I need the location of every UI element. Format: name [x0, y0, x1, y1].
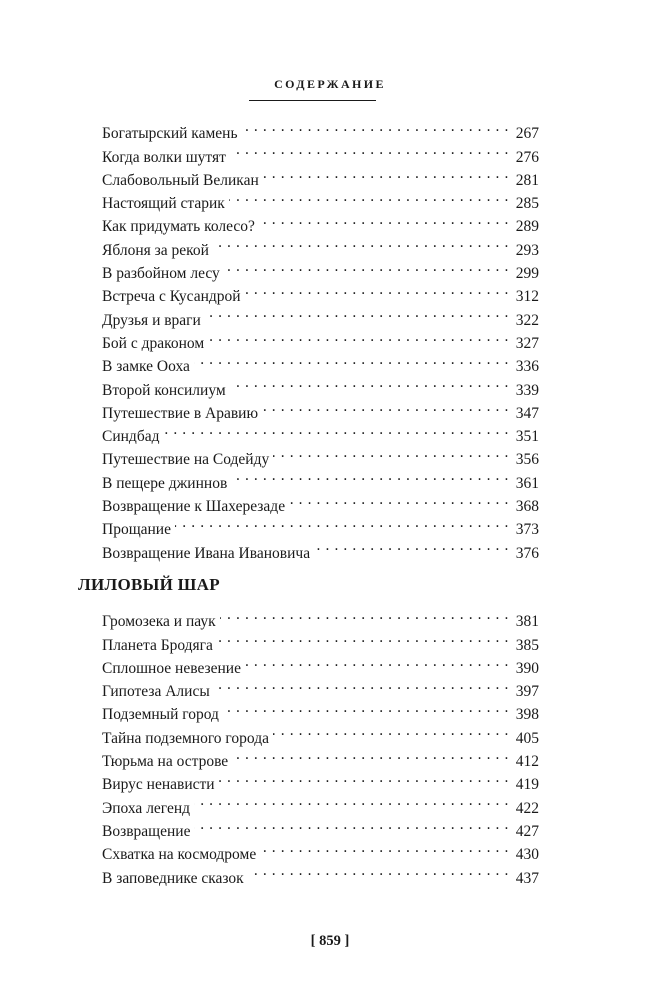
section-heading: ЛИЛОВЫЙ ШАР — [78, 575, 220, 594]
toc-entry-page: 385 — [515, 636, 539, 654]
dot-leader — [224, 255, 509, 278]
toc-entry-title: Яблоня за рекой — [102, 241, 209, 259]
toc-entry-title: Громозека и паук — [102, 613, 216, 631]
toc-list-part1 — [102, 115, 539, 562]
toc-entry-title: В замке Ооха — [102, 358, 190, 376]
toc-entry-title: В разбойном лесу — [102, 265, 220, 283]
toc-entry-title: Второй консилиум — [102, 381, 226, 399]
toc-entry-page: 437 — [515, 869, 539, 887]
dot-leader — [223, 696, 509, 719]
dot-leader — [175, 511, 509, 534]
page-number: [ 859 ] — [310, 933, 350, 949]
dot-leader — [231, 464, 509, 487]
toc-entry-title: Слабовольный Великан — [102, 171, 259, 189]
dot-leader — [219, 766, 509, 789]
toc-entry-title: Тюрьма на острове — [102, 753, 229, 771]
toc-entry-page: 381 — [515, 613, 539, 631]
toc-entry-page: 397 — [515, 683, 539, 701]
dot-leader — [259, 208, 509, 231]
toc-entry-title: Друзья и враги — [102, 311, 201, 329]
toc-entry-page: 390 — [515, 659, 539, 677]
toc-entry-page: 293 — [515, 241, 539, 259]
toc-entry-page: 430 — [515, 846, 539, 864]
toc-list-part2 — [102, 603, 539, 887]
toc-entry-title: Прощание — [102, 521, 171, 539]
toc-entry-page: 347 — [515, 404, 539, 422]
toc-entry-page: 351 — [515, 428, 539, 446]
toc-entry-title: Вирус ненависти — [102, 776, 215, 794]
dot-leader — [213, 231, 509, 254]
toc-entry-page: 327 — [515, 334, 539, 352]
toc-entry-title: Настоящий старик — [102, 195, 225, 213]
toc-entry-page: 419 — [515, 776, 539, 794]
toc-entry-title: Бой с драконом — [102, 334, 205, 352]
toc-entry-page: 276 — [515, 148, 539, 166]
toc-entry-title: Планета Бродяга — [102, 636, 213, 654]
toc-entry-page: 339 — [515, 381, 539, 399]
toc-entry-page: 322 — [515, 311, 539, 329]
dot-leader — [220, 603, 509, 626]
dot-leader — [289, 488, 509, 511]
toc-entry-title: Как придумать колесо? — [102, 218, 255, 236]
toc-entry-page: 267 — [515, 125, 539, 143]
toc-entry-title: В пещере джиннов — [102, 474, 228, 492]
dot-leader — [248, 859, 509, 882]
toc-entry-page: 376 — [515, 544, 539, 562]
toc-entry-title: Схватка на космодроме — [102, 846, 257, 864]
toc-entry-title: Путешествие на Содейду — [102, 451, 270, 469]
dot-leader — [229, 185, 509, 208]
toc-entry-title: Сплошное невезение — [102, 659, 241, 677]
toc-entry-page: 356 — [515, 451, 539, 469]
toc-entry-title: Подземный город — [102, 706, 219, 724]
dot-leader — [245, 278, 509, 301]
toc-entry-page: 361 — [515, 474, 539, 492]
toc-entry-title: Когда волки шутят — [102, 148, 226, 166]
toc-entry-title: Тайна подземного города — [102, 729, 269, 747]
running-head-title: СОДЕРЖАНИЕ — [274, 77, 386, 91]
dot-leader — [273, 719, 509, 742]
toc-entry-page: 398 — [515, 706, 539, 724]
running-head-rule — [249, 100, 376, 101]
dot-leader — [163, 418, 509, 441]
dot-leader — [205, 301, 509, 324]
toc-entry-page: 289 — [515, 218, 539, 236]
dot-leader — [232, 743, 509, 766]
dot-leader — [194, 348, 509, 371]
dot-leader — [245, 650, 509, 673]
toc-entry-page: 336 — [515, 358, 539, 376]
toc-entry-page: 412 — [515, 753, 539, 771]
toc-entry-title: Возвращение — [102, 822, 191, 840]
dot-leader — [262, 395, 509, 418]
toc-entry-page: 427 — [515, 822, 539, 840]
toc-entry-page: 422 — [515, 799, 539, 817]
toc-entry — [102, 418, 539, 446]
toc-entry-title: Гипотеза Алисы — [102, 683, 210, 701]
dot-leader — [314, 534, 509, 557]
toc-entry-title: Возвращение Ивана Ивановича — [102, 544, 311, 562]
dot-leader — [217, 626, 509, 649]
toc-entry-title: Путешествие в Аравию — [102, 404, 259, 422]
toc-entry — [102, 441, 539, 469]
toc-entry-title: Богатырский камень — [102, 125, 238, 143]
toc-entry-page: 281 — [515, 171, 539, 189]
toc-entry-title: Встреча с Кусандрой — [102, 288, 241, 306]
toc-entry — [102, 115, 539, 143]
toc-entry-page: 299 — [515, 265, 539, 283]
dot-leader — [263, 162, 509, 185]
dot-leader — [230, 371, 509, 394]
toc-entry-page: 373 — [515, 521, 539, 539]
toc-entry-title: Эпоха легенд — [102, 799, 191, 817]
dot-leader — [273, 441, 509, 464]
toc-entry-title: Возвращение к Шахерезаде — [102, 498, 286, 516]
toc-entry — [102, 603, 539, 631]
dot-leader — [208, 325, 509, 348]
toc-entry-title: В заповеднике сказок — [102, 869, 244, 887]
toc-entry-page: 312 — [515, 288, 539, 306]
dot-leader — [242, 115, 509, 138]
toc-entry-page: 368 — [515, 498, 539, 516]
dot-leader — [194, 789, 509, 812]
dot-leader — [260, 836, 509, 859]
dot-leader — [194, 813, 509, 836]
toc-entry-page: 285 — [515, 195, 539, 213]
dot-leader — [214, 673, 509, 696]
dot-leader — [230, 138, 509, 161]
toc-entry-title: Синдбад — [102, 428, 160, 446]
toc-entry-page: 405 — [515, 729, 539, 747]
